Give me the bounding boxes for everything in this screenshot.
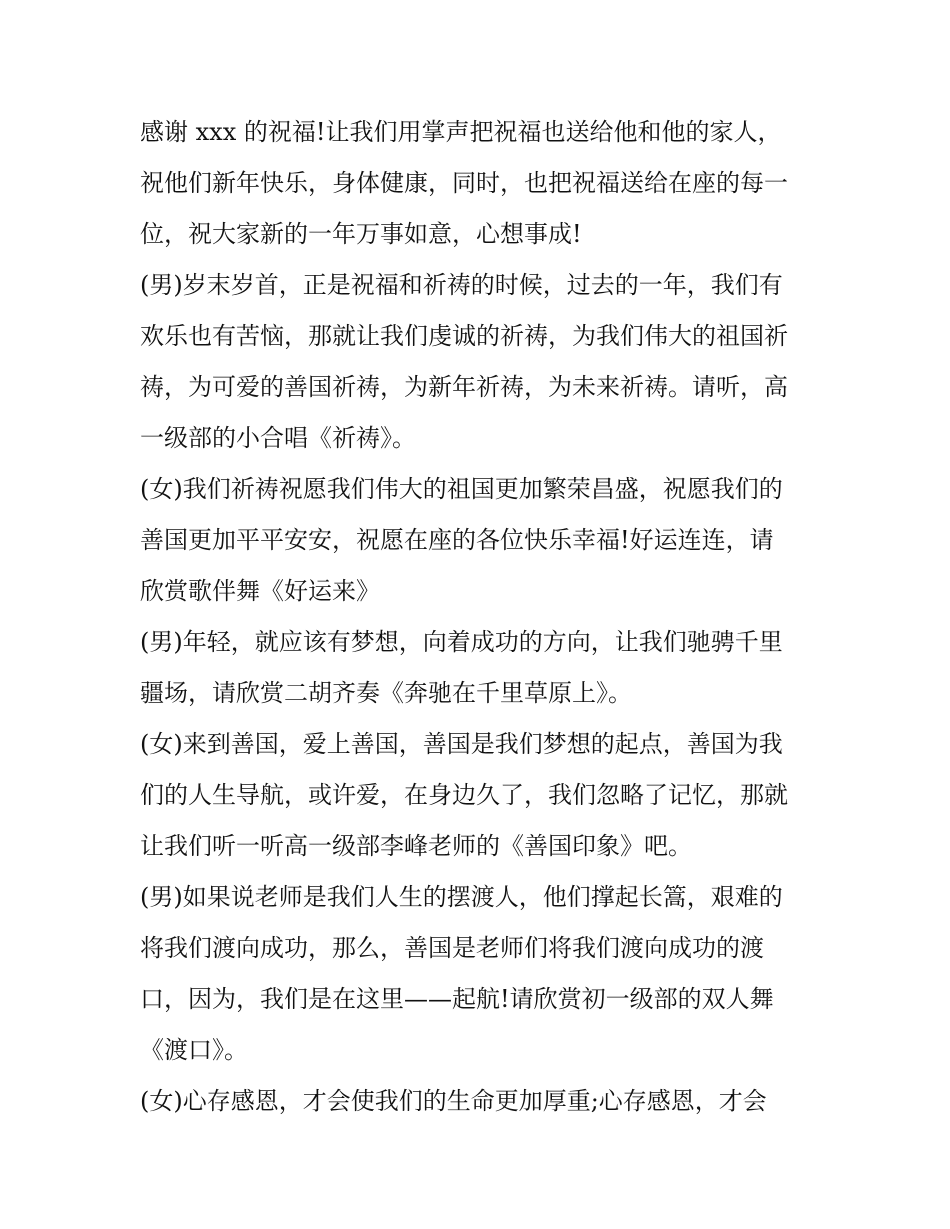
text-line: (男)如果说老师是我们人生的摆渡人，他们撑起长篙，艰难的 xyxy=(140,883,783,911)
text-line: 祝他们新年快乐，身体健康，同时，也把祝福送给在座的每一 xyxy=(140,169,788,197)
text-line: 口，因为，我们是在这里——起航!请欣赏初一级部的双人舞 xyxy=(140,985,774,1013)
text-line: 感谢 xxx 的祝福!让我们用掌声把祝福也送给他和他的家人， xyxy=(140,118,782,146)
text-line: 善国更加平平安安，祝愿在座的各位快乐幸福!好运连连，请 xyxy=(140,526,774,554)
script-text-block xyxy=(140,107,820,1127)
text-line: 让我们听一听高一级部李峰老师的《善国印象》吧。 xyxy=(140,832,692,860)
text-line: (男)年轻，就应该有梦想，向着成功的方向，让我们驰骋千里 xyxy=(140,628,783,656)
text-line: (女)来到善国，爱上善国，善国是我们梦想的起点，善国为我 xyxy=(140,730,783,758)
text-line: 疆场，请欣赏二胡齐奏《奔驰在千里草原上》。 xyxy=(140,679,632,707)
text-line: 们的人生导航，或许爱，在身边久了，我们忽略了记忆，那就 xyxy=(140,781,788,809)
text-line: (男)岁末岁首，正是祝福和祈祷的时候，过去的一年，我们有 xyxy=(140,271,783,299)
text-line: 祷，为可爱的善国祈祷，为新年祈祷，为未来祈祷。请听，高 xyxy=(140,373,788,401)
text-line: 一级部的小合唱《祈祷》。 xyxy=(140,424,416,452)
text-line: 位，祝大家新的一年万事如意，心想事成! xyxy=(140,220,582,248)
text-line: (女)心存感恩，才会使我们的生命更加厚重;心存感恩，才会 xyxy=(140,1087,767,1115)
text-line: 欢乐也有苦恼，那就让我们虔诚的祈祷，为我们伟大的祖国祈 xyxy=(140,322,788,350)
text-line: 《渡口》。 xyxy=(140,1036,248,1064)
text-line: (女)我们祈祷祝愿我们伟大的祖国更加繁荣昌盛，祝愿我们的 xyxy=(140,475,783,503)
text-line: 欣赏歌伴舞《好运来》 xyxy=(140,577,380,605)
text-line: 将我们渡向成功，那么，善国是老师们将我们渡向成功的渡 xyxy=(140,934,764,962)
